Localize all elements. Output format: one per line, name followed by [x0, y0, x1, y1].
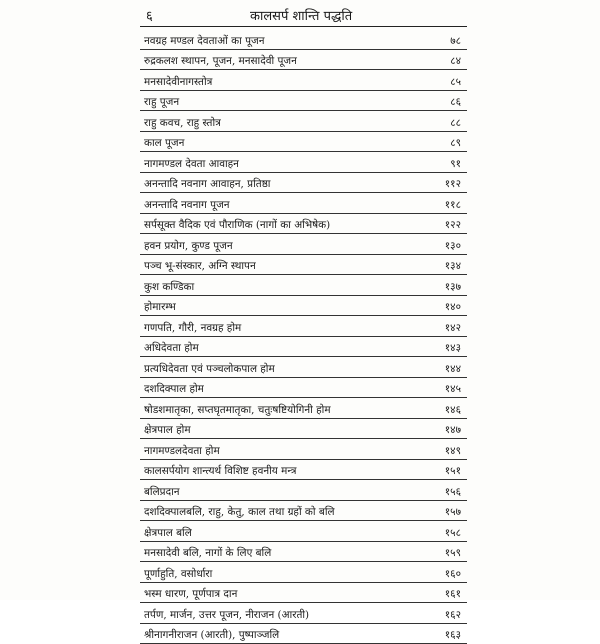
- toc-entry-title: नागमण्डल देवता आवाहन: [144, 157, 239, 171]
- toc-entry-title: तर्पण, मार्जन, उत्तर पूजन, नीराजन (आरती): [144, 608, 309, 622]
- toc-entry: [140, 50, 467, 71]
- toc-entry: [140, 111, 467, 132]
- toc-entry-page: ८४: [450, 54, 461, 68]
- toc-entry-page: ९१: [450, 157, 461, 171]
- toc-entry-page: १३०: [445, 239, 461, 253]
- toc-entry: [140, 173, 467, 194]
- toc-entry-page: १४२: [445, 321, 461, 335]
- toc-entry-title: रुद्रकलश स्थापन, पूजन, मनसादेवी पूजन: [144, 54, 297, 68]
- toc-entry: [140, 603, 467, 624]
- toc-entry-page: १३७: [445, 280, 461, 294]
- toc-entry: [140, 275, 467, 296]
- toc-entry-page: १४४: [445, 362, 461, 376]
- toc-entry: [140, 255, 467, 276]
- toc-entry: [140, 132, 467, 153]
- toc-entry-page: १२२: [445, 218, 461, 232]
- toc-entry: [140, 562, 467, 583]
- toc-entry-title: षोडशमातृका, सप्तघृतमातृका, चतुःषष्टियोगिनी होम: [144, 403, 331, 417]
- table-of-contents: [140, 29, 467, 644]
- toc-entry-page: १४३: [445, 341, 461, 355]
- toc-entry: [140, 214, 467, 235]
- toc-entry-title: मनसादेवी बलि, नागों के लिए बलि: [144, 546, 271, 560]
- toc-entry: [140, 542, 467, 563]
- toc-entry-page: १६३: [445, 628, 461, 642]
- toc-entry: [140, 316, 467, 337]
- running-title: कालसर्प शान्ति पद्धति: [250, 6, 352, 24]
- toc-entry-page: १६२: [445, 608, 461, 622]
- toc-entry-page: १५६: [445, 485, 461, 499]
- toc-entry-title: नवग्रह मण्डल देवताओं का पूजन: [144, 34, 264, 48]
- header-rule: [140, 26, 467, 27]
- toc-entry: [140, 378, 467, 399]
- toc-entry-page: ११२: [445, 177, 461, 191]
- toc-entry-title: क्षेत्रपाल बलि: [144, 526, 192, 540]
- toc-entry-title: गणपति, गौरी, नवग्रह होम: [144, 321, 241, 335]
- toc-entry-title: कुश कण्डिका: [144, 280, 194, 294]
- toc-entry: [140, 501, 467, 522]
- toc-entry: [140, 439, 467, 460]
- toc-entry: [140, 193, 467, 214]
- toc-entry: [140, 398, 467, 419]
- toc-entry-title: होमारम्भ: [144, 300, 176, 314]
- toc-entry-page: १५८: [445, 526, 461, 540]
- toc-entry-title: काल पूजन: [144, 136, 184, 150]
- toc-entry: [140, 419, 467, 440]
- toc-entry-page: १६०: [445, 567, 461, 581]
- toc-entry-title: अनन्तादि नवनाग आवाहन, प्रतिष्ठा: [144, 177, 271, 191]
- toc-entry: [140, 296, 467, 317]
- toc-entry: [140, 70, 467, 91]
- toc-entry-title: बलिप्रदान: [144, 485, 180, 499]
- page-header: [140, 4, 470, 26]
- toc-entry-title: पूर्णाहुति, वसोर्धारा: [144, 567, 212, 581]
- toc-entry-page: ११८: [445, 198, 461, 212]
- toc-entry-title: अनन्तादि नवनाग पूजन: [144, 198, 230, 212]
- toc-entry-title: राहु पूजन: [144, 95, 179, 109]
- toc-entry-title: सर्पसूक्त वैदिक एवं पौराणिक (नागों का अभिषेक): [144, 218, 330, 232]
- toc-entry-title: पञ्च भू-संस्कार, अग्नि स्थापन: [144, 259, 256, 273]
- toc-entry: [140, 91, 467, 112]
- toc-entry-page: १४०: [445, 300, 461, 314]
- toc-entry-title: हवन प्रयोग, कुण्ड पूजन: [144, 239, 233, 253]
- toc-entry-title: प्रत्यधिदेवता एवं पञ्चलोकपाल होम: [144, 362, 275, 376]
- toc-entry-title: मनसादेवीनागस्तोत्र: [144, 75, 212, 89]
- toc-entry: [140, 624, 467, 644]
- toc-entry-page: १६१: [445, 587, 461, 601]
- toc-entry-page: १४९: [445, 444, 461, 458]
- toc-entry-page: १५९: [445, 546, 461, 560]
- toc-entry-page: ८९: [450, 136, 461, 150]
- toc-entry-title: दशदिक्पालबलि, राहु, केतु, काल तथा ग्रहों को बलि: [144, 505, 335, 519]
- toc-entry-title: क्षेत्रपाल होम: [144, 423, 191, 437]
- toc-entry-page: १४६: [445, 403, 461, 417]
- toc-entry-title: कालसर्पयोग शान्त्यर्थ विशिष्ट हवनीय मन्त्र: [144, 464, 296, 478]
- toc-entry: [140, 234, 467, 255]
- toc-entry-page: १५७: [445, 505, 461, 519]
- toc-entry-page: १४५: [445, 382, 461, 396]
- toc-entry-page: १४७: [445, 423, 461, 437]
- toc-entry: [140, 29, 467, 50]
- toc-entry-page: १५१: [445, 464, 461, 478]
- toc-entry-title: अधिदेवता होम: [144, 341, 199, 355]
- toc-entry: [140, 357, 467, 378]
- toc-entry-title: भस्म धारण, पूर्णपात्र दान: [144, 587, 237, 601]
- toc-entry-title: नागमण्डलदेवता होम: [144, 444, 220, 458]
- toc-entry-title: दशदिक्पाल होम: [144, 382, 204, 396]
- toc-entry: [140, 152, 467, 173]
- toc-entry-page: ७८: [450, 34, 461, 48]
- toc-entry-page: ८८: [450, 116, 461, 130]
- toc-entry: [140, 460, 467, 481]
- toc-entry: [140, 521, 467, 542]
- page-number: ६: [146, 6, 153, 24]
- toc-entry-title: श्रीनागनीराजन (आरती), पुष्पाञ्जलि: [144, 628, 279, 642]
- toc-entry-page: १३४: [445, 259, 461, 273]
- toc-entry: [140, 337, 467, 358]
- toc-entry: [140, 480, 467, 501]
- toc-entry-page: ८५: [450, 75, 461, 89]
- toc-entry-title: राहु कवच, राहु स्तोत्र: [144, 116, 221, 130]
- toc-entry-page: ८६: [450, 95, 461, 109]
